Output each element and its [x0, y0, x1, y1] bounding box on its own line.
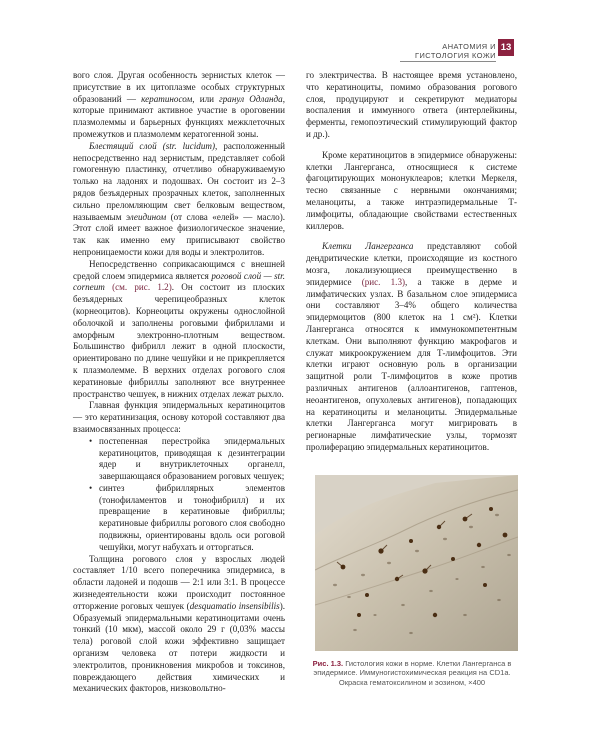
figure-caption: Рис. 1.3. Гистология кожи в норме. Клетки Лангерганса в эпидермисе. Иммуногистохимическая реакция на CD1a. Окраска гематоксилином и эозином, ×400	[312, 659, 512, 687]
paragraph-horny-thickness: Толщина рогового слоя у взрослых людей составляет 1/10 всего поперечника эпидермиса, в области ладоней и подошв — 2:1 или 3:1. В процессе жизнедеятельности кожи происходит постоянное отторжение роговых чешуек (desquamatio insensibilis). Образуемый эпидермальными кератиноцитами очень тонкий (10 мкм), массой около 29 г (0,03% массы тела) роговой слой кожи эффективно защищает организм человека от потери жидкости и электролитов, проникновения микробов и токсинов, повреждающего действия химических и механических факторов, низковольтно-	[73, 553, 285, 694]
figure-reference[interactable]: (см. рис. 1.2)	[112, 282, 172, 293]
list-item: • постепенная перестройка эпидермальных кератиноцитов, приводящая к дезинтеграции ядер и внутриклеточных органелл, завершающаяся образованием роговых чешуек;	[99, 436, 285, 483]
list-item: • синтез фибриллярных элементов (тонофиламентов и тонофибрилл) и их превращение в кератиновые фибриллы; кератиновые фибриллы рогового слоя свободно подвижны, ориентированы вдоль оси роговой чешуйки, могут набухать и отторгаться.	[99, 483, 285, 554]
running-head: АНАТОМИЯ И ГИСТОЛОГИЯ КОЖИ	[414, 42, 496, 60]
right-column	[306, 70, 517, 454]
histology-image	[315, 475, 518, 651]
header-rule	[400, 61, 496, 62]
paragraph-langerhans-cells: Клетки Лангерганса представляют собой дендритические клетки, происходящие из костного мозга, локализующиеся преимущественно в эпидермисе (рис. 1.3), а также в дерме и лимфатических узлах. В базальном слое эпидермиса они составляют 3–4% общего количества эпидермоцитов (800 клеток на 1 см²). Клетки Лангерганса относятся к иммунокомпетентным клеткам. Они выполняют функцию макрофагов и служат микроокружением для Т-лимфоцитов. Эти клетки играют основную роль в организации защитной роли Т-лимфоцитов в коже против различных антигенов (аллоантигенов, гаптенов, неоантигенов, опухолевых антигенов), попадающих на кератиноциты и меланоциты. Эпидермальные клетки Лангерганса могут мигрировать в регионарные лимфатические узлы, тормозят пролиферацию эпидермальных кератиноцитов.	[306, 241, 518, 452]
left-column	[73, 70, 285, 695]
paragraph-lucid-layer: Блестящий слой (str. lucidum), расположенный непосредственно над зернистым, представляет собой гомогенную пластинку, отчетливо обнаруживаемую только на ладонях и подошвах. Он состоит из 2–3 рядов безъядерных прозрачных клеток, заполненных сильно преломляющим свет белковым веществом, называемым элеидином (от слова «елей» — масло). Этот слой имеет важное физиологическое значение, так как именно ему приписывают свойство непроницаемости кожи для воды и электролитов.	[73, 140, 285, 257]
histology-figure	[315, 475, 518, 651]
paragraph-horny-layer: Непосредственно соприкасающимся с внешней средой слоем эпидермиса является роговой слой — str. corneum (см. рис. 1.2). Он состоит из плоских безъядерных черепицеобразных клеток (корнеоцитов). Корнеоциты окружены однослойной оболочкой и заполнены роговыми фибриллами и аморфным электронно-плотным веществом. Большинство фибрилл лежит в одной плоскости, ориентировано по длине чешуйки и не прикрепляется к плазмолемме. В верхних отделах рогового слоя кератиновые фибриллы заполняют все внутреннее пространство чешуек, в нижних отделах лежат рыхло.	[73, 258, 285, 399]
paragraph-keratinocyte-functions: го электричества. В настоящее время установлено, что кератиноциты, помимо образования рогового слоя, продуцируют и секретируют медиаторы воспаления и иммунного ответа (интерлейкины, ферменты, гемопоэтический стимулирующий фактор и др.).	[306, 70, 517, 139]
figure-label: Рис. 1.3.	[312, 659, 344, 668]
page-number-tab: 13	[498, 39, 514, 56]
paragraph-epidermal-cells: Кроме кератиноцитов в эпидермисе обнаружены: клетки Лангерганса, относящиеся к системе фагоцитирующих мононуклеаров; клетки Меркеля, тесно связанные с нервными окончаниями; меланоциты, а также интраэпидермальные Т-лимфоциты, обладающие свойствами естественных киллеров.	[306, 149, 517, 231]
paragraph-keratinization: Главная функция эпидермальных кератиноцитов — это кератинизация, основу которой составляют два взаимосвязанных процесса:	[73, 400, 285, 434]
figure-reference[interactable]: (рис. 1.3)	[361, 276, 406, 287]
paragraph-granular-layer: вого слоя. Другая особенность зернистых клеток — присутствие в их цитоплазме особых структурных образований — кератиносом, или гранул Одланда, которые принимают активное участие в ороговении плазмолеммы и барьерных функциях межклеточных промежутков и плазмолемм кератогенной зоны.	[73, 70, 285, 139]
keratinization-list	[73, 436, 285, 554]
